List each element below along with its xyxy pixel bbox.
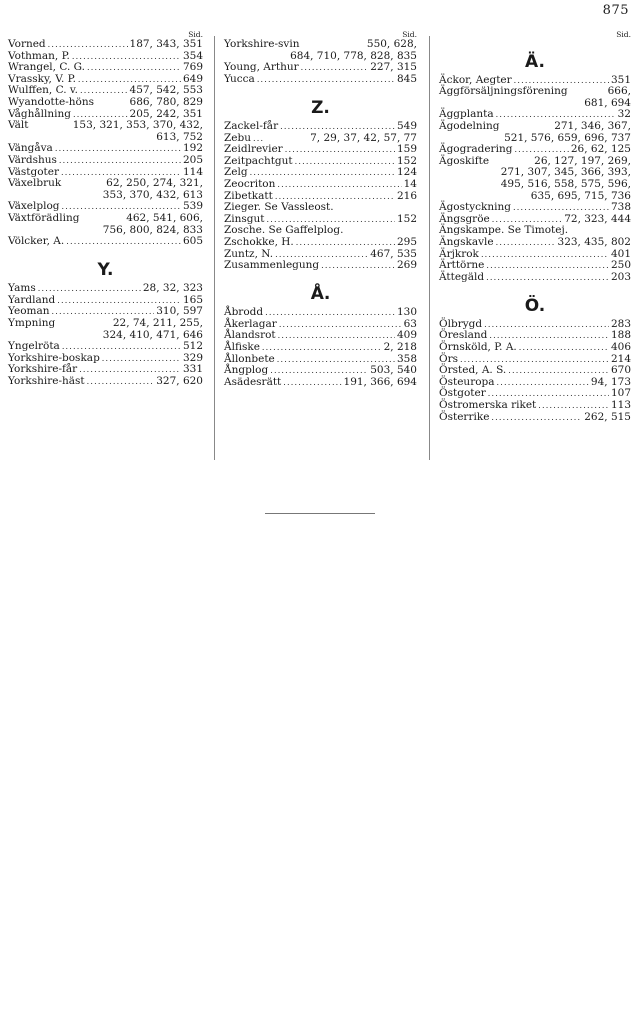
entry-pages: 550, 628, (366, 38, 417, 50)
index-entry (439, 400, 631, 412)
leader-dots (486, 260, 609, 272)
spacer (224, 272, 417, 284)
entry-pages: 666, (607, 85, 631, 98)
index-entry (224, 156, 417, 168)
page-number: 875 (602, 3, 629, 18)
leader-dots (321, 260, 395, 272)
section-letter: Z. (311, 97, 330, 118)
entry-term: Zeocriton (224, 177, 276, 190)
entry-pages: 467, 535 (370, 247, 417, 260)
entry-term: Zeitpachtgut (224, 154, 293, 167)
entry-pages: 191, 366, 694 (343, 375, 417, 388)
index-column-3 (439, 30, 631, 423)
entry-term: Örs (439, 352, 459, 365)
entry-term: Äggplanta (439, 108, 494, 121)
index-entry (8, 213, 203, 225)
index-column-2 (224, 30, 417, 388)
entry-pages: 295 (396, 235, 417, 248)
entry-pages: 769 (182, 61, 203, 74)
leader-dots (279, 319, 402, 331)
index-entry (224, 121, 417, 133)
leader-dots (277, 179, 401, 191)
entry-term: Ållonbete (224, 352, 275, 365)
index-entry (439, 144, 631, 156)
entry-term: Äckor, Aegter (439, 73, 512, 86)
entry-term: Vält (8, 119, 29, 132)
entry-pages-continued: 681, 694 (584, 96, 631, 109)
entry-term: Völcker, A. (8, 235, 65, 248)
entry-pages: 113 (610, 399, 631, 412)
entry-pages: 250 (610, 259, 631, 272)
entry-pages: 7, 29, 37, 42, 57, 77 (310, 131, 417, 144)
sid-header: Sid. (402, 30, 417, 39)
entry-pages: 216 (396, 189, 417, 202)
entry-term: Värdshus (8, 153, 57, 166)
entry-term: Zibetkatt (224, 189, 273, 202)
entry-term: Ölbrygd (439, 317, 483, 330)
entry-pages: 283 (610, 317, 631, 330)
entry-pages-continued: 271, 307, 345, 366, 393, (500, 166, 631, 179)
index-entry (8, 39, 203, 51)
entry-term: Vothman, P. (8, 49, 70, 62)
entry-term: Yorkshire-får (8, 363, 78, 376)
leader-dots (257, 74, 395, 86)
index-entry (224, 144, 417, 156)
index-entry (224, 260, 417, 272)
entry-pages: 605 (182, 235, 203, 248)
entry-pages: 539 (182, 200, 203, 213)
entry-pages: 94, 173 (590, 375, 631, 388)
entry-pages: 358 (396, 352, 417, 365)
entry-pages: 203 (610, 270, 631, 283)
entry-pages: 205 (182, 153, 203, 166)
leader-dots (496, 237, 556, 249)
entry-term: Zebu (224, 131, 251, 144)
entry-pages: 738 (610, 201, 631, 214)
entry-term: Örnsköld, P. A. (439, 341, 517, 354)
entry-term: Zusammenlegung (224, 259, 320, 272)
section-letter: Ä. (525, 51, 545, 72)
leader-dots (87, 62, 181, 74)
column-divider (214, 36, 215, 460)
entry-term: Yardland (8, 293, 56, 306)
entry-pages: 670 (610, 364, 631, 377)
entry-pages: 227, 315 (370, 61, 417, 74)
entry-pages: 187, 343, 351 (129, 38, 203, 50)
entry-term: Västgoter (8, 165, 59, 178)
entry-term: Våghållning (8, 107, 71, 120)
entry-term: Ympning (8, 317, 56, 330)
leader-dots (283, 377, 341, 389)
entry-term: Ägogradering (439, 143, 513, 156)
entry-pages: 26, 62, 125 (570, 143, 631, 156)
leader-dots (491, 412, 582, 424)
entry-term: Östromerska riket (439, 399, 537, 412)
entry-pages: 63 (403, 317, 417, 330)
leader-dots (285, 144, 395, 156)
entry-term: Ärjkrok (439, 247, 479, 260)
entry-pages: 22, 74, 211, 255, (112, 317, 203, 330)
entry-term: Wulffen, C. v. (8, 84, 78, 97)
entry-pages: 271, 346, 367, (554, 119, 631, 132)
leader-dots (481, 249, 609, 261)
entry-term: Wrangel, C. G. (8, 61, 86, 74)
sid-header: Sid. (616, 30, 631, 39)
entry-term: Växtförädling (8, 211, 80, 224)
entry-pages: 409 (396, 329, 417, 342)
entry-pages-continued: 495, 516, 558, 575, 596, (500, 177, 631, 190)
index-entry (439, 202, 631, 214)
spacer (8, 248, 203, 260)
entry-pages-continued: 521, 576, 659, 696, 737 (504, 131, 631, 144)
index-entry (8, 376, 203, 388)
leader-dots (262, 342, 382, 354)
entry-term: Yucca (224, 72, 255, 85)
entry-term: Yngelröta (8, 340, 60, 353)
entry-term: Ärttörne (439, 259, 485, 272)
index-entry (224, 237, 417, 249)
index-entry (224, 342, 417, 354)
index-entry (8, 97, 203, 109)
leader-dots (484, 319, 609, 331)
entry-pages: 165 (182, 293, 203, 306)
entry-term: Österrike (439, 410, 490, 423)
entry-term: Zschokke, H. (224, 235, 294, 248)
entry-pages: 462, 541, 606, (126, 211, 203, 224)
entry-pages: 331 (182, 363, 203, 376)
entry-pages-continued: 353, 370, 432, 613 (102, 188, 203, 201)
entry-pages-continued: 756, 800, 824, 833 (102, 223, 203, 236)
entry-term: Ägostyckning (439, 201, 512, 214)
leader-dots (514, 144, 568, 156)
entry-pages: 649 (182, 72, 203, 85)
leader-dots (265, 307, 395, 319)
entry-pages: 188 (610, 329, 631, 342)
column-divider (429, 36, 430, 460)
entry-pages: 512 (182, 340, 203, 353)
leader-dots (72, 51, 181, 63)
entry-term: Växelbruk (8, 177, 62, 190)
entry-term: Ängsgröe (439, 212, 490, 225)
index-entry (439, 342, 631, 354)
entry-term: Åbrodd (224, 306, 264, 319)
section-letter: Ö. (524, 295, 546, 316)
entry-pages: 124 (396, 166, 417, 179)
entry-term: Young, Arthur (224, 61, 299, 74)
index-entry (439, 260, 631, 272)
entry-pages: 845 (396, 72, 417, 85)
entry-term: Yams (8, 282, 36, 295)
spacer (439, 39, 631, 51)
index-entry (439, 412, 631, 424)
entry-term: Ägodelning (439, 119, 500, 132)
entry-term: Äggförsäljningsförening (439, 85, 568, 98)
entry-term: Örsted, A. S. (439, 364, 507, 377)
entry-pages: 130 (396, 306, 417, 319)
index-column-1 (8, 30, 203, 388)
entry-term: Zelg (224, 166, 248, 179)
leader-dots (497, 377, 589, 389)
entry-pages-continued: 324, 410, 471, 646 (102, 328, 203, 341)
leader-dots (296, 237, 395, 249)
entry-term: Ålandsrot (224, 329, 276, 342)
entry-pages: 214 (610, 352, 631, 365)
entry-term: Ålfiske (224, 341, 260, 354)
entry-term: Växelplog (8, 200, 60, 213)
index-entry (8, 178, 203, 190)
section-letter: Å. (310, 284, 331, 305)
entry-term: Ångplog (224, 364, 269, 377)
entry-pages: 107 (610, 387, 631, 400)
entry-term: Öresland (439, 329, 488, 342)
entry-pages: 2, 218 (383, 341, 417, 354)
entry-term: Zinsgut (224, 212, 265, 225)
index-entry (224, 179, 417, 191)
entry-term: Asädesrätt (224, 375, 282, 388)
leader-dots (48, 39, 128, 51)
entry-pages: 262, 515 (584, 410, 631, 423)
spacer (439, 283, 631, 295)
spacer (224, 85, 417, 97)
leader-dots (59, 155, 181, 167)
entry-pages: 192 (182, 142, 203, 155)
index-entry (224, 377, 417, 389)
entry-term: Åkerlagar (224, 317, 277, 330)
index-entry (8, 236, 203, 248)
index-entry (8, 318, 203, 330)
entry-pages: 323, 435, 802 (557, 235, 631, 248)
entry-pages: 327, 620 (156, 375, 203, 388)
section-letter: Y. (97, 260, 114, 281)
index-entry (439, 237, 631, 249)
entry-term: Östeuropa (439, 375, 495, 388)
index-entry (224, 74, 417, 86)
entry-pages: 401 (610, 247, 631, 260)
entry-pages: 406 (610, 341, 631, 354)
entry-term: Zeidlrevier (224, 143, 283, 156)
entry-term: Yorkshire-häst (8, 375, 85, 388)
leader-dots (55, 143, 181, 155)
leader-dots (301, 62, 369, 74)
entry-pages: 152 (396, 154, 417, 167)
index-entry (8, 155, 203, 167)
entry-pages: 354 (182, 49, 203, 62)
leader-dots (278, 330, 395, 342)
entry-term: Zuntz, N. (224, 247, 274, 260)
entry-term: Ägoskifte (439, 154, 490, 167)
entry-term: Yorkshire-boskap (8, 351, 100, 364)
entry-pages: 503, 540 (370, 364, 417, 377)
entry-pages: 269 (396, 259, 417, 272)
index-entry (439, 121, 631, 133)
entry-term: Vängåva (8, 142, 53, 155)
index-entry-reference: Zieger. Se Vassleost. (224, 201, 334, 214)
entry-term: Yorkshire-svin (224, 38, 300, 50)
index-entry (224, 39, 417, 51)
entry-pages-continued: 684, 710, 778, 828, 835 (290, 49, 417, 62)
entry-pages: 114 (182, 165, 203, 178)
entry-pages: 549 (396, 119, 417, 132)
leader-dots (87, 376, 155, 388)
bottom-rule (265, 513, 375, 514)
leader-dots (102, 353, 181, 365)
leader-dots (538, 400, 609, 412)
entry-pages: 28, 32, 323 (142, 282, 203, 295)
entry-pages: 457, 542, 553 (129, 84, 203, 97)
entry-pages: 152 (396, 212, 417, 225)
entry-pages-continued: 635, 695, 715, 736 (530, 189, 631, 202)
entry-term: Yeoman (8, 305, 50, 318)
index-entry-reference: Ängskampe. Se Timotej. (439, 224, 569, 237)
entry-pages: 329 (182, 351, 203, 364)
entry-pages: 14 (403, 177, 417, 190)
entry-term: Ängskavle (439, 235, 494, 248)
entry-term: Wyandotte-höns (8, 95, 94, 108)
entry-term: Vrassky, V. P. (8, 72, 76, 85)
entry-pages: 153, 321, 353, 370, 432, (72, 119, 203, 132)
entry-term: Vorned (8, 38, 46, 50)
index-entry-reference: Zosche. Se Gaffelplog. (224, 224, 344, 237)
index-entry (8, 120, 203, 132)
leader-dots (295, 156, 395, 168)
sid-header: Sid. (188, 30, 203, 39)
entry-pages-continued: 613, 752 (156, 130, 203, 143)
entry-term: Östgoter (439, 387, 486, 400)
entry-pages: 159 (396, 143, 417, 156)
index-entry (439, 272, 631, 284)
entry-pages: 26, 127, 197, 269, (534, 154, 631, 167)
leader-dots (513, 202, 609, 214)
entry-pages: 32 (617, 108, 631, 121)
entry-pages: 351 (610, 73, 631, 86)
entry-pages: 310, 597 (156, 305, 203, 318)
leader-dots (280, 121, 395, 133)
entry-term: Zackel-får (224, 119, 279, 132)
entry-pages: 205, 242, 351 (129, 107, 203, 120)
entry-term: Ättegäld (439, 270, 485, 283)
entry-pages: 686, 780, 829 (129, 95, 203, 108)
leader-dots (66, 236, 181, 248)
entry-pages: 62, 250, 274, 321, (106, 177, 203, 190)
leader-dots (519, 342, 609, 354)
entry-pages: 72, 323, 444 (564, 212, 631, 225)
leader-dots (486, 272, 609, 284)
